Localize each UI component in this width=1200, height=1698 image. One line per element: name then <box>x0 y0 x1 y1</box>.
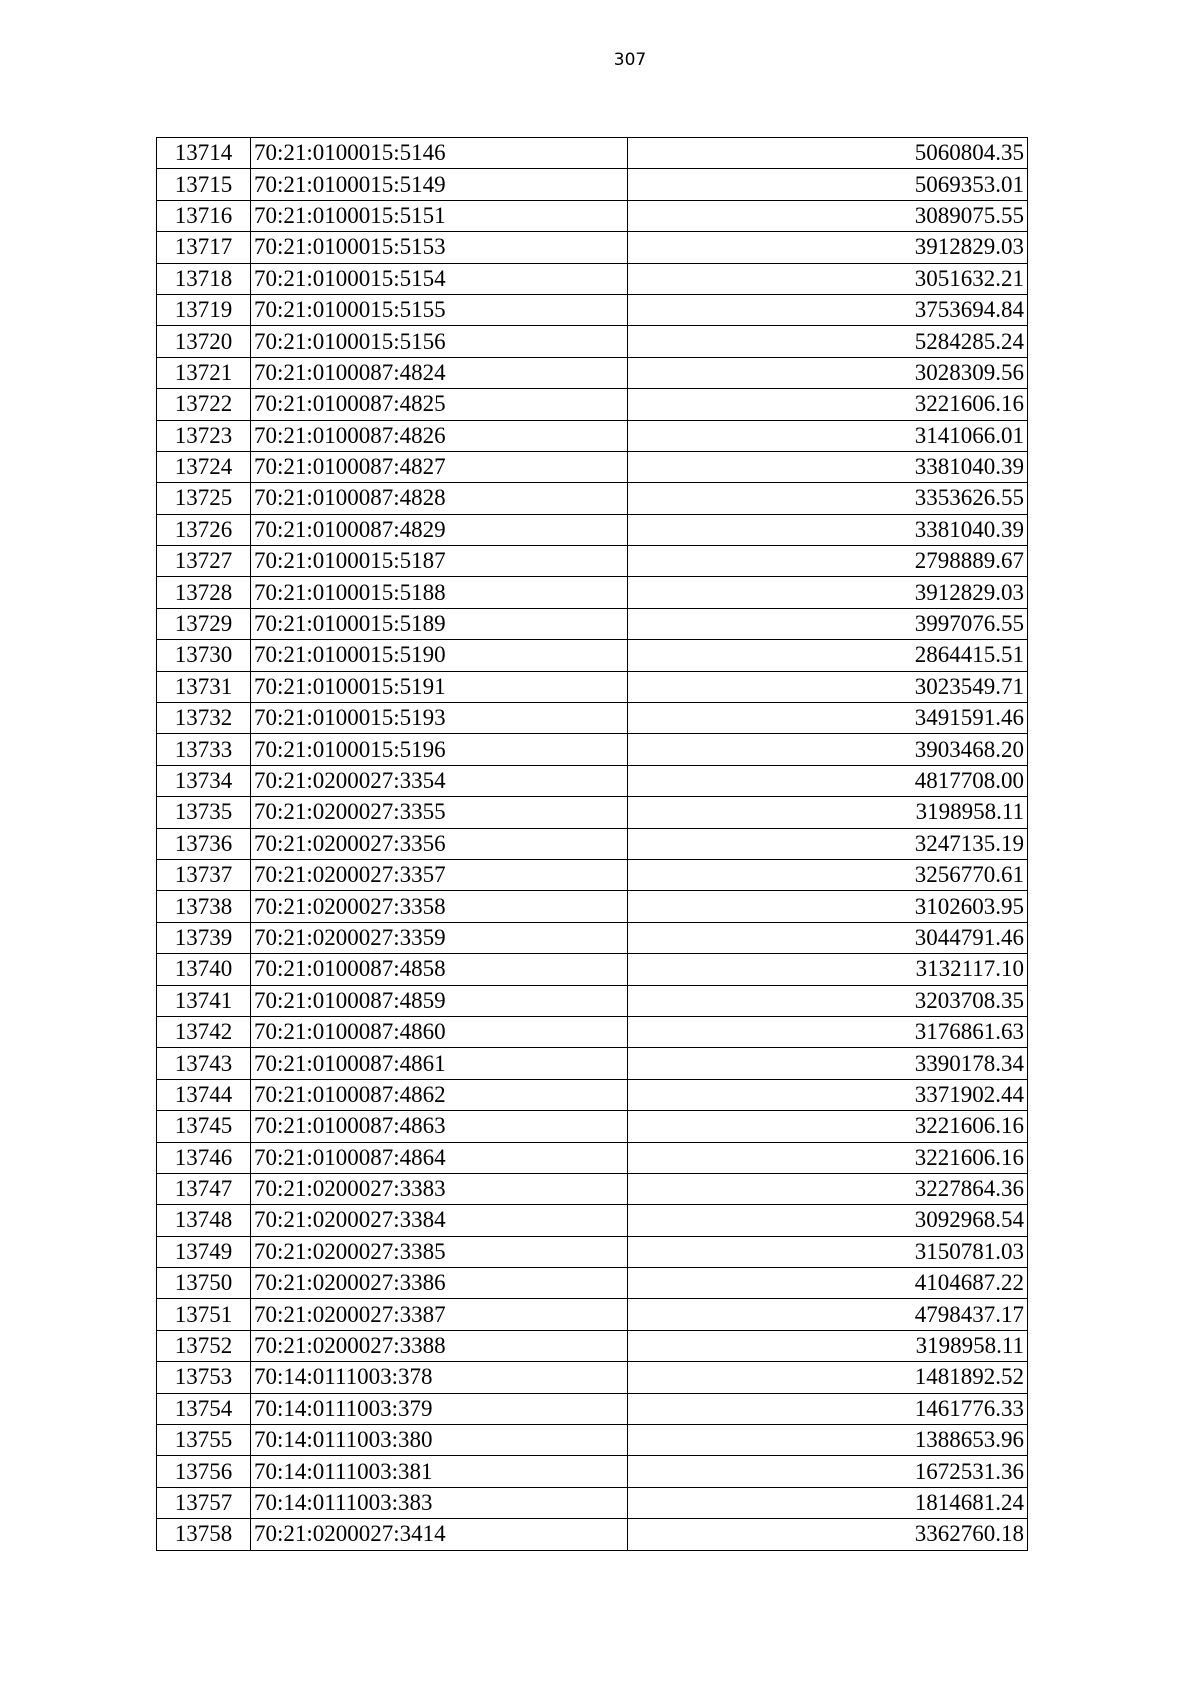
cadastral-number-cell: 70:21:0200027:3358 <box>251 891 628 922</box>
cadastral-value-cell: 3371902.44 <box>628 1079 1028 1110</box>
cadastral-value-cell: 3028309.56 <box>628 357 1028 388</box>
row-number-cell: 13742 <box>157 1016 251 1047</box>
cadastral-number-cell: 70:14:0111003:379 <box>251 1393 628 1424</box>
cadastral-number-cell: 70:21:0100015:5190 <box>251 640 628 671</box>
row-number-cell: 13748 <box>157 1205 251 1236</box>
cadastral-value-cell: 3221606.16 <box>628 389 1028 420</box>
cadastral-value-cell: 3390178.34 <box>628 1048 1028 1079</box>
table-row <box>157 985 1028 1016</box>
cadastral-number-cell: 70:21:0200027:3414 <box>251 1519 628 1550</box>
cadastral-value-cell: 3089075.55 <box>628 200 1028 231</box>
table-row <box>157 891 1028 922</box>
row-number-cell: 13731 <box>157 671 251 702</box>
table-row <box>157 671 1028 702</box>
cadastral-value-cell: 1388653.96 <box>628 1425 1028 1456</box>
table-row <box>157 1393 1028 1424</box>
cadastral-number-cell: 70:21:0100015:5146 <box>251 138 628 169</box>
cadastral-value-cell: 5284285.24 <box>628 326 1028 357</box>
table-row <box>157 420 1028 451</box>
table-row <box>157 1456 1028 1487</box>
cadastral-number-cell: 70:21:0100087:4829 <box>251 514 628 545</box>
row-number-cell: 13757 <box>157 1487 251 1518</box>
table-body <box>157 138 1028 1551</box>
table-row <box>157 389 1028 420</box>
cadastral-value-cell: 3051632.21 <box>628 263 1028 294</box>
cadastral-number-cell: 70:21:0100087:4863 <box>251 1111 628 1142</box>
table-row <box>157 1111 1028 1142</box>
cadastral-number-cell: 70:21:0100087:4825 <box>251 389 628 420</box>
row-number-cell: 13752 <box>157 1330 251 1361</box>
cadastral-value-cell: 3198958.11 <box>628 1330 1028 1361</box>
table-row <box>157 828 1028 859</box>
cadastral-number-cell: 70:21:0100087:4861 <box>251 1048 628 1079</box>
table-row <box>157 640 1028 671</box>
cadastral-value-cell: 3381040.39 <box>628 514 1028 545</box>
cadastral-value-cell: 3150781.03 <box>628 1236 1028 1267</box>
table-row <box>157 1330 1028 1361</box>
cadastral-number-cell: 70:21:0200027:3359 <box>251 922 628 953</box>
table-row <box>157 1236 1028 1267</box>
row-number-cell: 13729 <box>157 608 251 639</box>
table-row <box>157 1048 1028 1079</box>
table-row <box>157 232 1028 263</box>
cadastral-number-cell: 70:21:0100015:5154 <box>251 263 628 294</box>
table-row <box>157 1487 1028 1518</box>
row-number-cell: 13740 <box>157 954 251 985</box>
cadastral-number-cell: 70:21:0100087:4860 <box>251 1016 628 1047</box>
page-number: 307 <box>613 50 647 70</box>
cadastral-number-cell: 70:21:0100015:5193 <box>251 703 628 734</box>
cadastral-value-cell: 1461776.33 <box>628 1393 1028 1424</box>
cadastral-value-cell: 2798889.67 <box>628 546 1028 577</box>
cadastral-number-cell: 70:21:0100087:4826 <box>251 420 628 451</box>
cadastral-number-cell: 70:21:0100087:4864 <box>251 1142 628 1173</box>
cadastral-number-cell: 70:14:0111003:383 <box>251 1487 628 1518</box>
cadastral-number-cell: 70:14:0111003:380 <box>251 1425 628 1456</box>
row-number-cell: 13745 <box>157 1111 251 1142</box>
cadastral-value-cell: 3102603.95 <box>628 891 1028 922</box>
cadastral-value-cell: 3132117.10 <box>628 954 1028 985</box>
row-number-cell: 13734 <box>157 765 251 796</box>
cadastral-number-cell: 70:21:0100015:5153 <box>251 232 628 263</box>
row-number-cell: 13714 <box>157 138 251 169</box>
row-number-cell: 13722 <box>157 389 251 420</box>
cadastral-value-cell: 3903468.20 <box>628 734 1028 765</box>
row-number-cell: 13739 <box>157 922 251 953</box>
cadastral-value-cell: 3362760.18 <box>628 1519 1028 1550</box>
cadastral-value-cell: 3044791.46 <box>628 922 1028 953</box>
cadastral-number-cell: 70:14:0111003:378 <box>251 1362 628 1393</box>
cadastral-value-cell: 3381040.39 <box>628 451 1028 482</box>
cadastral-value-cell: 3256770.61 <box>628 859 1028 890</box>
cadastral-number-cell: 70:21:0100015:5187 <box>251 546 628 577</box>
cadastral-value-cell: 3176861.63 <box>628 1016 1028 1047</box>
table-row <box>157 1299 1028 1330</box>
table-row <box>157 1016 1028 1047</box>
cadastral-number-cell: 70:21:0200027:3383 <box>251 1173 628 1204</box>
table-row <box>157 294 1028 325</box>
cadastral-number-cell: 70:21:0200027:3386 <box>251 1268 628 1299</box>
table-row <box>157 577 1028 608</box>
table-row <box>157 451 1028 482</box>
table-row <box>157 703 1028 734</box>
table-row <box>157 922 1028 953</box>
table-row <box>157 483 1028 514</box>
table-row <box>157 514 1028 545</box>
cadastral-value-table <box>156 137 1028 1551</box>
table-row <box>157 954 1028 985</box>
row-number-cell: 13723 <box>157 420 251 451</box>
cadastral-value-cell: 3198958.11 <box>628 797 1028 828</box>
cadastral-number-cell: 70:21:0100087:4858 <box>251 954 628 985</box>
row-number-cell: 13717 <box>157 232 251 263</box>
cadastral-number-cell: 70:21:0100015:5191 <box>251 671 628 702</box>
row-number-cell: 13730 <box>157 640 251 671</box>
row-number-cell: 13719 <box>157 294 251 325</box>
row-number-cell: 13743 <box>157 1048 251 1079</box>
row-number-cell: 13747 <box>157 1173 251 1204</box>
cadastral-number-cell: 70:21:0200027:3355 <box>251 797 628 828</box>
cadastral-number-cell: 70:21:0100087:4824 <box>251 357 628 388</box>
row-number-cell: 13715 <box>157 169 251 200</box>
cadastral-number-cell: 70:21:0100015:5188 <box>251 577 628 608</box>
cadastral-value-cell: 3997076.55 <box>628 608 1028 639</box>
cadastral-value-cell: 4798437.17 <box>628 1299 1028 1330</box>
table-row <box>157 1142 1028 1173</box>
table-row <box>157 734 1028 765</box>
cadastral-number-cell: 70:21:0100087:4862 <box>251 1079 628 1110</box>
table-row <box>157 546 1028 577</box>
cadastral-value-cell: 3203708.35 <box>628 985 1028 1016</box>
table-row <box>157 169 1028 200</box>
cadastral-number-cell: 70:21:0100015:5155 <box>251 294 628 325</box>
row-number-cell: 13728 <box>157 577 251 608</box>
row-number-cell: 13718 <box>157 263 251 294</box>
cadastral-number-cell: 70:21:0200027:3384 <box>251 1205 628 1236</box>
cadastral-number-cell: 70:21:0200027:3385 <box>251 1236 628 1267</box>
table-row <box>157 1173 1028 1204</box>
row-number-cell: 13732 <box>157 703 251 734</box>
cadastral-number-cell: 70:21:0200027:3354 <box>251 765 628 796</box>
row-number-cell: 13756 <box>157 1456 251 1487</box>
cadastral-number-cell: 70:21:0200027:3356 <box>251 828 628 859</box>
cadastral-value-cell: 3912829.03 <box>628 577 1028 608</box>
cadastral-value-cell: 3227864.36 <box>628 1173 1028 1204</box>
row-number-cell: 13725 <box>157 483 251 514</box>
row-number-cell: 13753 <box>157 1362 251 1393</box>
cadastral-number-cell: 70:21:0200027:3357 <box>251 859 628 890</box>
cadastral-number-cell: 70:21:0100015:5151 <box>251 200 628 231</box>
row-number-cell: 13726 <box>157 514 251 545</box>
table-row <box>157 326 1028 357</box>
table-row <box>157 1362 1028 1393</box>
cadastral-value-cell: 3353626.55 <box>628 483 1028 514</box>
table-row <box>157 1205 1028 1236</box>
table-row <box>157 859 1028 890</box>
row-number-cell: 13733 <box>157 734 251 765</box>
table-row <box>157 263 1028 294</box>
cadastral-number-cell: 70:21:0100087:4859 <box>251 985 628 1016</box>
row-number-cell: 13738 <box>157 891 251 922</box>
table-row <box>157 200 1028 231</box>
row-number-cell: 13750 <box>157 1268 251 1299</box>
row-number-cell: 13716 <box>157 200 251 231</box>
row-number-cell: 13736 <box>157 828 251 859</box>
cadastral-value-cell: 5069353.01 <box>628 169 1028 200</box>
row-number-cell: 13746 <box>157 1142 251 1173</box>
cadastral-value-cell: 3912829.03 <box>628 232 1028 263</box>
row-number-cell: 13724 <box>157 451 251 482</box>
row-number-cell: 13727 <box>157 546 251 577</box>
cadastral-value-cell: 3221606.16 <box>628 1111 1028 1142</box>
cadastral-number-cell: 70:21:0100015:5189 <box>251 608 628 639</box>
row-number-cell: 13758 <box>157 1519 251 1550</box>
row-number-cell: 13749 <box>157 1236 251 1267</box>
cadastral-value-cell: 1672531.36 <box>628 1456 1028 1487</box>
table-row <box>157 138 1028 169</box>
cadastral-number-cell: 70:14:0111003:381 <box>251 1456 628 1487</box>
table-row <box>157 357 1028 388</box>
cadastral-number-cell: 70:21:0200027:3388 <box>251 1330 628 1361</box>
table-row <box>157 1425 1028 1456</box>
cadastral-value-cell: 3221606.16 <box>628 1142 1028 1173</box>
row-number-cell: 13721 <box>157 357 251 388</box>
row-number-cell: 13737 <box>157 859 251 890</box>
row-number-cell: 13754 <box>157 1393 251 1424</box>
cadastral-value-cell: 2864415.51 <box>628 640 1028 671</box>
row-number-cell: 13755 <box>157 1425 251 1456</box>
cadastral-value-cell: 1481892.52 <box>628 1362 1028 1393</box>
row-number-cell: 13741 <box>157 985 251 1016</box>
cadastral-value-cell: 5060804.35 <box>628 138 1028 169</box>
row-number-cell: 13735 <box>157 797 251 828</box>
cadastral-value-cell: 3491591.46 <box>628 703 1028 734</box>
table-row <box>157 797 1028 828</box>
cadastral-value-cell: 3023549.71 <box>628 671 1028 702</box>
cadastral-number-cell: 70:21:0100015:5196 <box>251 734 628 765</box>
row-number-cell: 13720 <box>157 326 251 357</box>
cadastral-number-cell: 70:21:0200027:3387 <box>251 1299 628 1330</box>
cadastral-value-cell: 3247135.19 <box>628 828 1028 859</box>
table-row <box>157 765 1028 796</box>
cadastral-value-cell: 3092968.54 <box>628 1205 1028 1236</box>
cadastral-value-cell: 3141066.01 <box>628 420 1028 451</box>
cadastral-number-cell: 70:21:0100087:4828 <box>251 483 628 514</box>
cadastral-value-cell: 3753694.84 <box>628 294 1028 325</box>
table-row <box>157 1268 1028 1299</box>
cadastral-number-cell: 70:21:0100015:5156 <box>251 326 628 357</box>
table-row <box>157 608 1028 639</box>
cadastral-value-cell: 4817708.00 <box>628 765 1028 796</box>
cadastral-value-cell: 4104687.22 <box>628 1268 1028 1299</box>
table-row <box>157 1519 1028 1550</box>
cadastral-number-cell: 70:21:0100087:4827 <box>251 451 628 482</box>
cadastral-value-cell: 1814681.24 <box>628 1487 1028 1518</box>
table-row <box>157 1079 1028 1110</box>
cadastral-number-cell: 70:21:0100015:5149 <box>251 169 628 200</box>
row-number-cell: 13751 <box>157 1299 251 1330</box>
row-number-cell: 13744 <box>157 1079 251 1110</box>
